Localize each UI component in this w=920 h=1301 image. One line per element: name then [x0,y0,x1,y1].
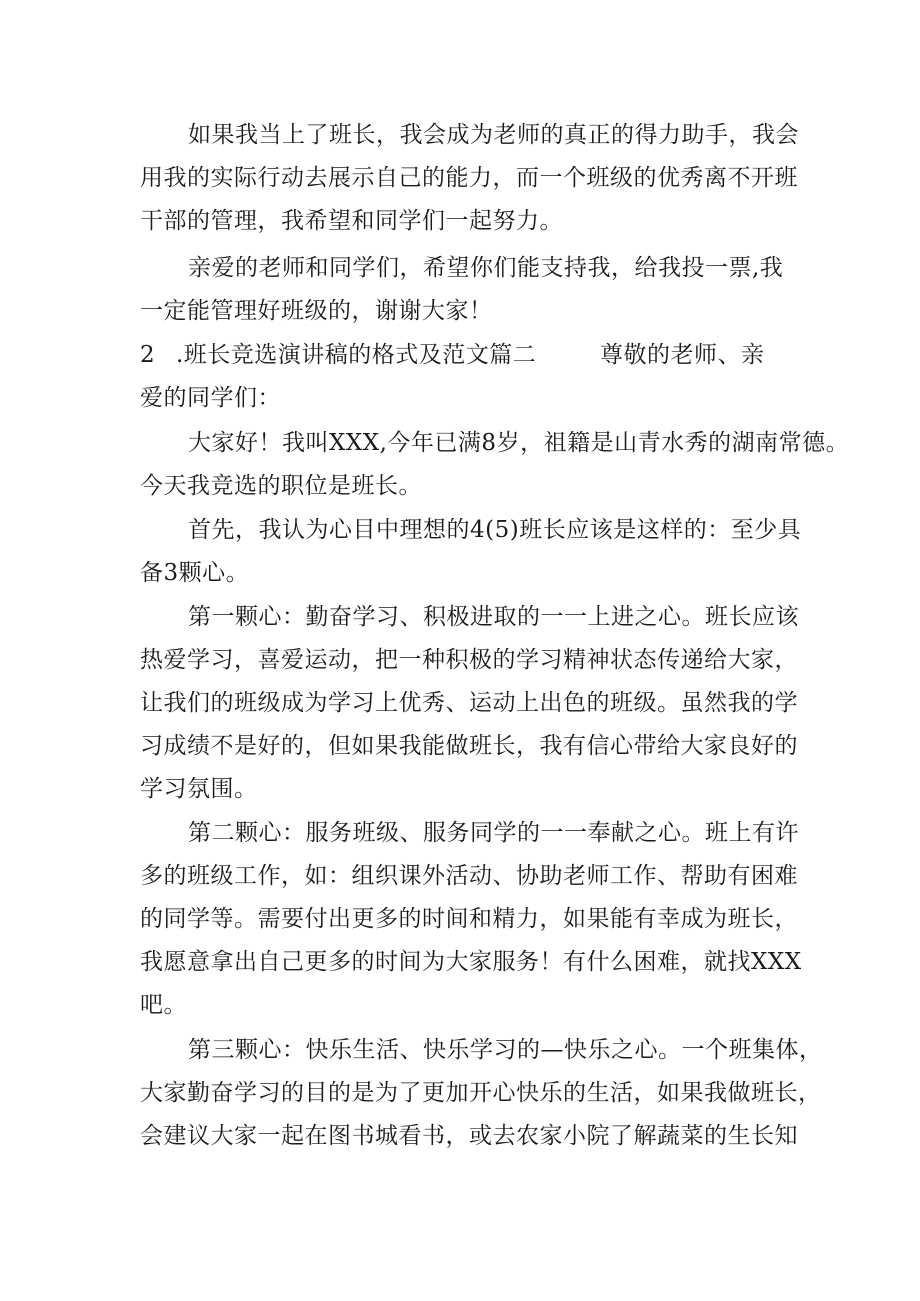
paragraph-5-line-1: 第一颗心：勤奋学习、积极进取的一一上进之心。班长应该 [188,604,799,630]
paragraph-2-line-1: 亲爱的老师和同学们，希望你们能支持我，给我投一票,我 [188,255,784,281]
heading-title: .班长竞选演讲稿的格式及范文篇二 [176,342,537,368]
paragraph-5-line-3: 让我们的班级成为学习上优秀、运动上出色的班级。虽然我的学 [140,690,798,716]
paragraph-5-line-2: 热爱学习，喜爱运动，把一种积极的学习精神状态传递给大家， [140,647,798,673]
paragraph-7-line-2: 大家勤奋学习的目的是为了更加开心快乐的生活，如果我做班长， [140,1080,822,1106]
paragraph-3-line-2: 今天我竞选的职位是班长。 [140,473,422,499]
paragraph-6-line-4: 我愿意拿出自己更多的时间为大家服务！有什么困难，就找XXX [140,949,802,975]
paragraph-6-line-2: 多的班级工作，如：组织课外活动、协助老师工作、帮助有困难 [140,863,798,889]
paragraph-6-line-5: 吧。 [140,992,187,1018]
paragraph-6-line-3: 的同学等。需要付出更多的时间和精力，如果能有幸成为班长， [140,906,798,932]
paragraph-2-line-2: 一定能管理好班级的，谢谢大家！ [140,298,493,324]
paragraph-5-line-5: 学习氛围。 [140,776,258,802]
heading-number: 2 [140,342,156,368]
paragraph-4-line-2: 备3颗心。 [140,560,250,586]
paragraph-5-line-4: 习成绩不是好的，但如果我能做班长，我有信心带给大家良好的 [140,733,798,759]
paragraph-7-line-3: 会建议大家一起在图书城看书，或去农家小院了解蔬菜的生长知 [140,1123,798,1149]
paragraph-3-line-1: 大家好！我叫XXX,今年已满8岁，祖籍是山青水秀的湖南常德。 [188,430,850,456]
paragraph-4-line-1: 首先，我认为心目中理想的4(5)班长应该是这样的：至少具 [188,517,802,543]
salutation-start: 尊敬的老师、亲 [600,342,765,368]
paragraph-7-line-1: 第三颗心：快乐生活、快乐学习的—快乐之心。一个班集体， [188,1037,823,1063]
paragraph-1-line-3: 干部的管理，我希望和同学们一起努力。 [140,208,563,234]
paragraph-1-line-1: 如果我当上了班长，我会成为老师的真正的得力助手，我会 [188,122,799,148]
salutation-end: 爱的同学们： [140,385,281,411]
paragraph-6-line-1: 第二颗心：服务班级、服务同学的一一奉献之心。班上有许 [188,820,799,846]
paragraph-1-line-2: 用我的实际行动去展示自己的能力，而一个班级的优秀离不开班 [140,165,798,191]
